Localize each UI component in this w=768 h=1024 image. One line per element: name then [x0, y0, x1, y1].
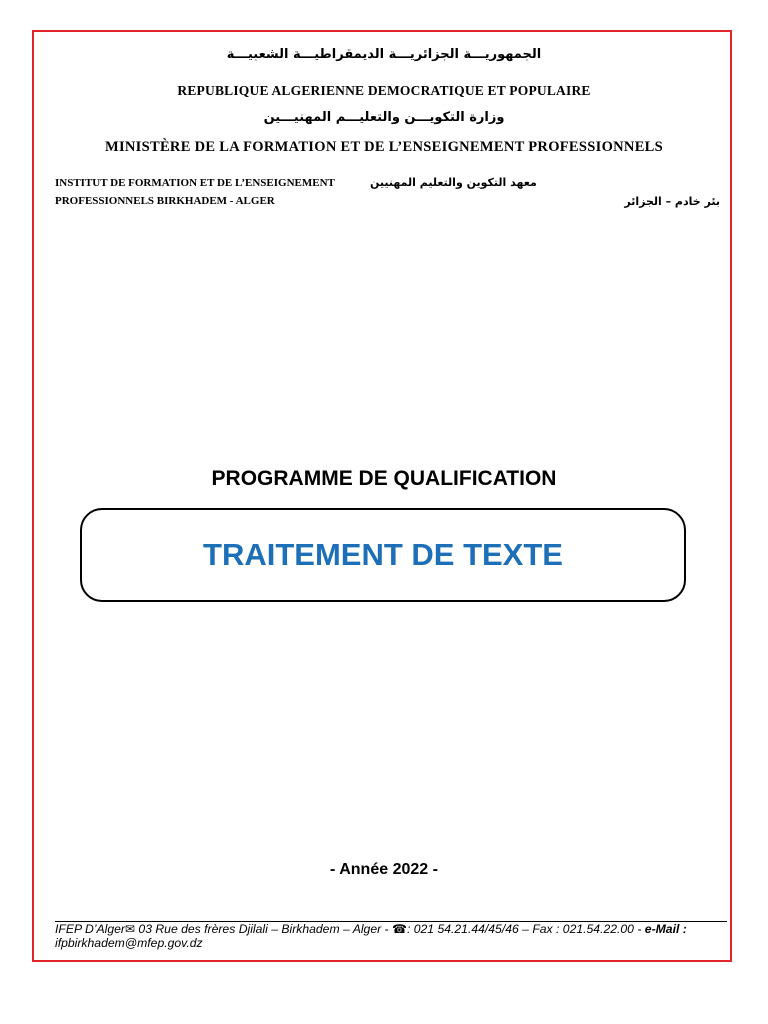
- ministry-heading: MINISTÈRE DE LA FORMATION ET DE L’ENSEIGNEMENT PROFESSIONNELS: [104, 139, 663, 155]
- institute-line-2: PROFESSIONNELS BIRKHADEM - ALGER: [55, 195, 275, 207]
- footer-contact: [55, 922, 730, 950]
- arabic-ministry-heading: وزارة التكويـــن والتعليـــم المهنيـــين: [263, 110, 505, 125]
- arabic-institute-name: معهد التكوين والتعليم المهنيين: [370, 176, 537, 189]
- footer-email[interactable]: ifpbirkhadem@mfep.gov.dz: [55, 936, 203, 950]
- footer-phone-fax: : 021 54.21.44/45/46 – Fax : 021.54.22.00 -: [406, 922, 645, 936]
- institute-line-1: INSTITUT DE FORMATION ET DE L’ENSEIGNEMENT: [55, 177, 335, 189]
- year-label: - Année 2022 -: [330, 861, 438, 878]
- program-heading: PROGRAMME DE QUALIFICATION: [211, 467, 557, 490]
- telephone-icon: ☎: [392, 922, 407, 936]
- footer-address: 03 Rue des frères Djilali – Birkhadem – Alger -: [135, 922, 392, 936]
- republic-heading: REPUBLIQUE ALGERIENNE DEMOCRATIQUE ET POPULAIRE: [177, 83, 591, 98]
- arabic-republic-heading: الجمهوريـــة الجزائريـــة الديمقراطيـــة الشعبيـــة: [226, 47, 542, 62]
- title-box: [80, 508, 686, 602]
- footer-prefix: IFEP D’Alger: [55, 922, 125, 936]
- arabic-city-name: بئر خادم – الجزائر: [624, 195, 720, 208]
- page-border: [32, 30, 732, 962]
- document-title: TRAITEMENT DE TEXTE: [203, 537, 563, 572]
- envelope-icon: ✉: [124, 922, 136, 936]
- footer-email-label: e-Mail :: [644, 922, 687, 936]
